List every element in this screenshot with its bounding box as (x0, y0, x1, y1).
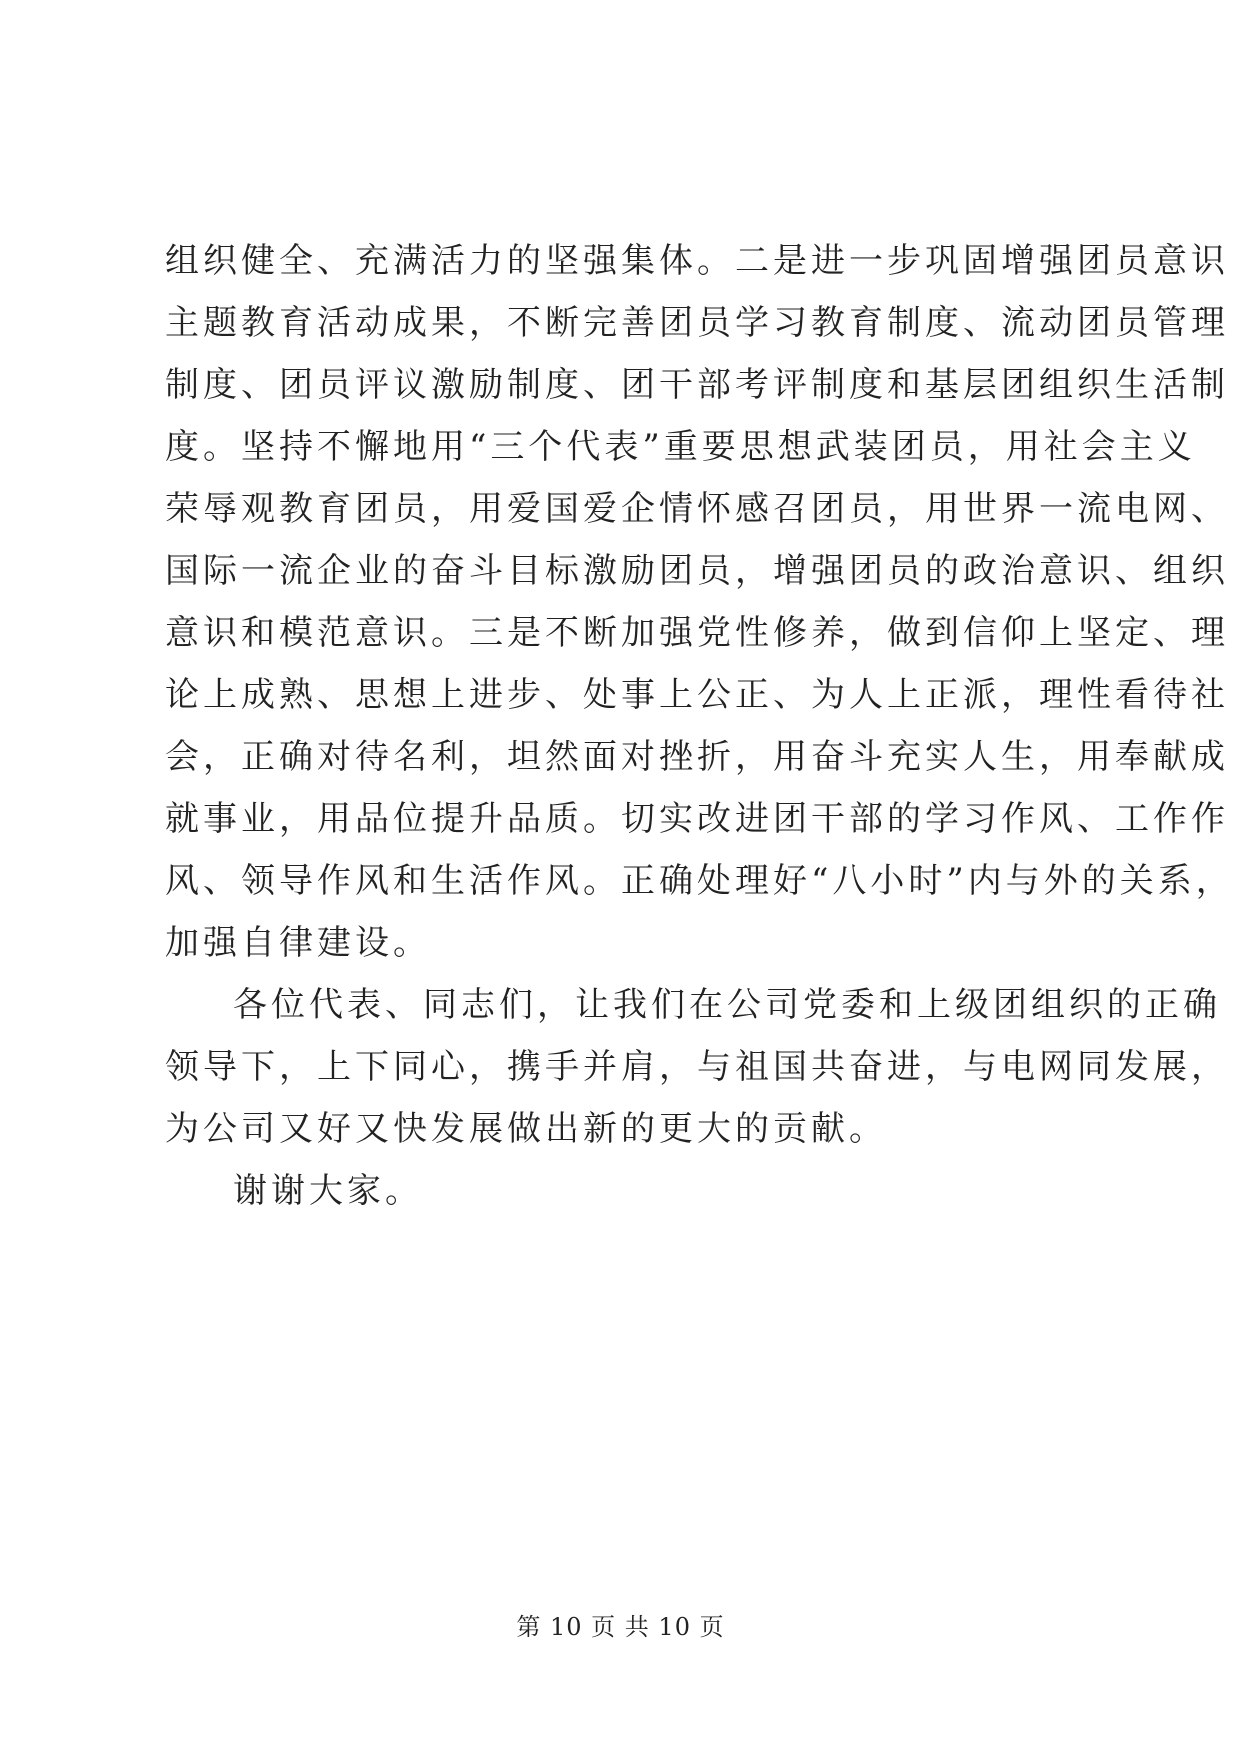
paragraph-3 (165, 1160, 1085, 1222)
text-line: 荣辱观教育团员，用爱国爱企情怀感召团员，用世界一流电网、 (165, 489, 1229, 529)
text-line: 会，正确对待名利，坦然面对挫折，用奋斗充实人生，用奉献成 (165, 737, 1229, 777)
page-footer (0, 1612, 1241, 1642)
text-line: 风、领导作风和生活作风。正确处理好“八小时”内与外的关系， (165, 861, 1234, 901)
paragraph-2 (165, 974, 1229, 1160)
text-line: 论上成熟、思想上进步、处事上公正、为人上正派，理性看待社 (165, 675, 1229, 715)
text-line: 为公司又好又快发展做出新的更大的贡献。 (165, 1109, 887, 1149)
text-line: 组织健全、充满活力的坚强集体。二是进一步巩固增强团员意识 (165, 241, 1229, 281)
text-line: 就事业，用品位提升品质。切实改进团干部的学习作风、工作作 (165, 799, 1229, 839)
text-line: 度。坚持不懈地用“三个代表”重要思想武装团员，用社会主义 (165, 427, 1196, 467)
text-line: 意识和模范意识。三是不断加强党性修养，做到信仰上坚定、理 (165, 613, 1229, 653)
text-line: 国际一流企业的奋斗目标激励团员，增强团员的政治意识、组织 (165, 551, 1229, 591)
paragraph-1 (165, 230, 1234, 974)
text-line: 制度、团员评议激励制度、团干部考评制度和基层团组织生活制 (165, 365, 1229, 405)
text-line: 领导下，上下同心，携手并肩，与祖国共奋进，与电网同发展， (165, 1047, 1229, 1087)
document-body (165, 230, 1234, 1222)
text-line: 主题教育活动成果，不断完善团员学习教育制度、流动团员管理 (165, 303, 1229, 343)
text-line: 谢谢大家。 (233, 1171, 423, 1211)
page-number-label: 第 10 页 共 10 页 (516, 1613, 725, 1641)
text-line: 各位代表、同志们，让我们在公司党委和上级团组织的正确 (233, 985, 1221, 1025)
text-line: 加强自律建设。 (165, 923, 431, 963)
